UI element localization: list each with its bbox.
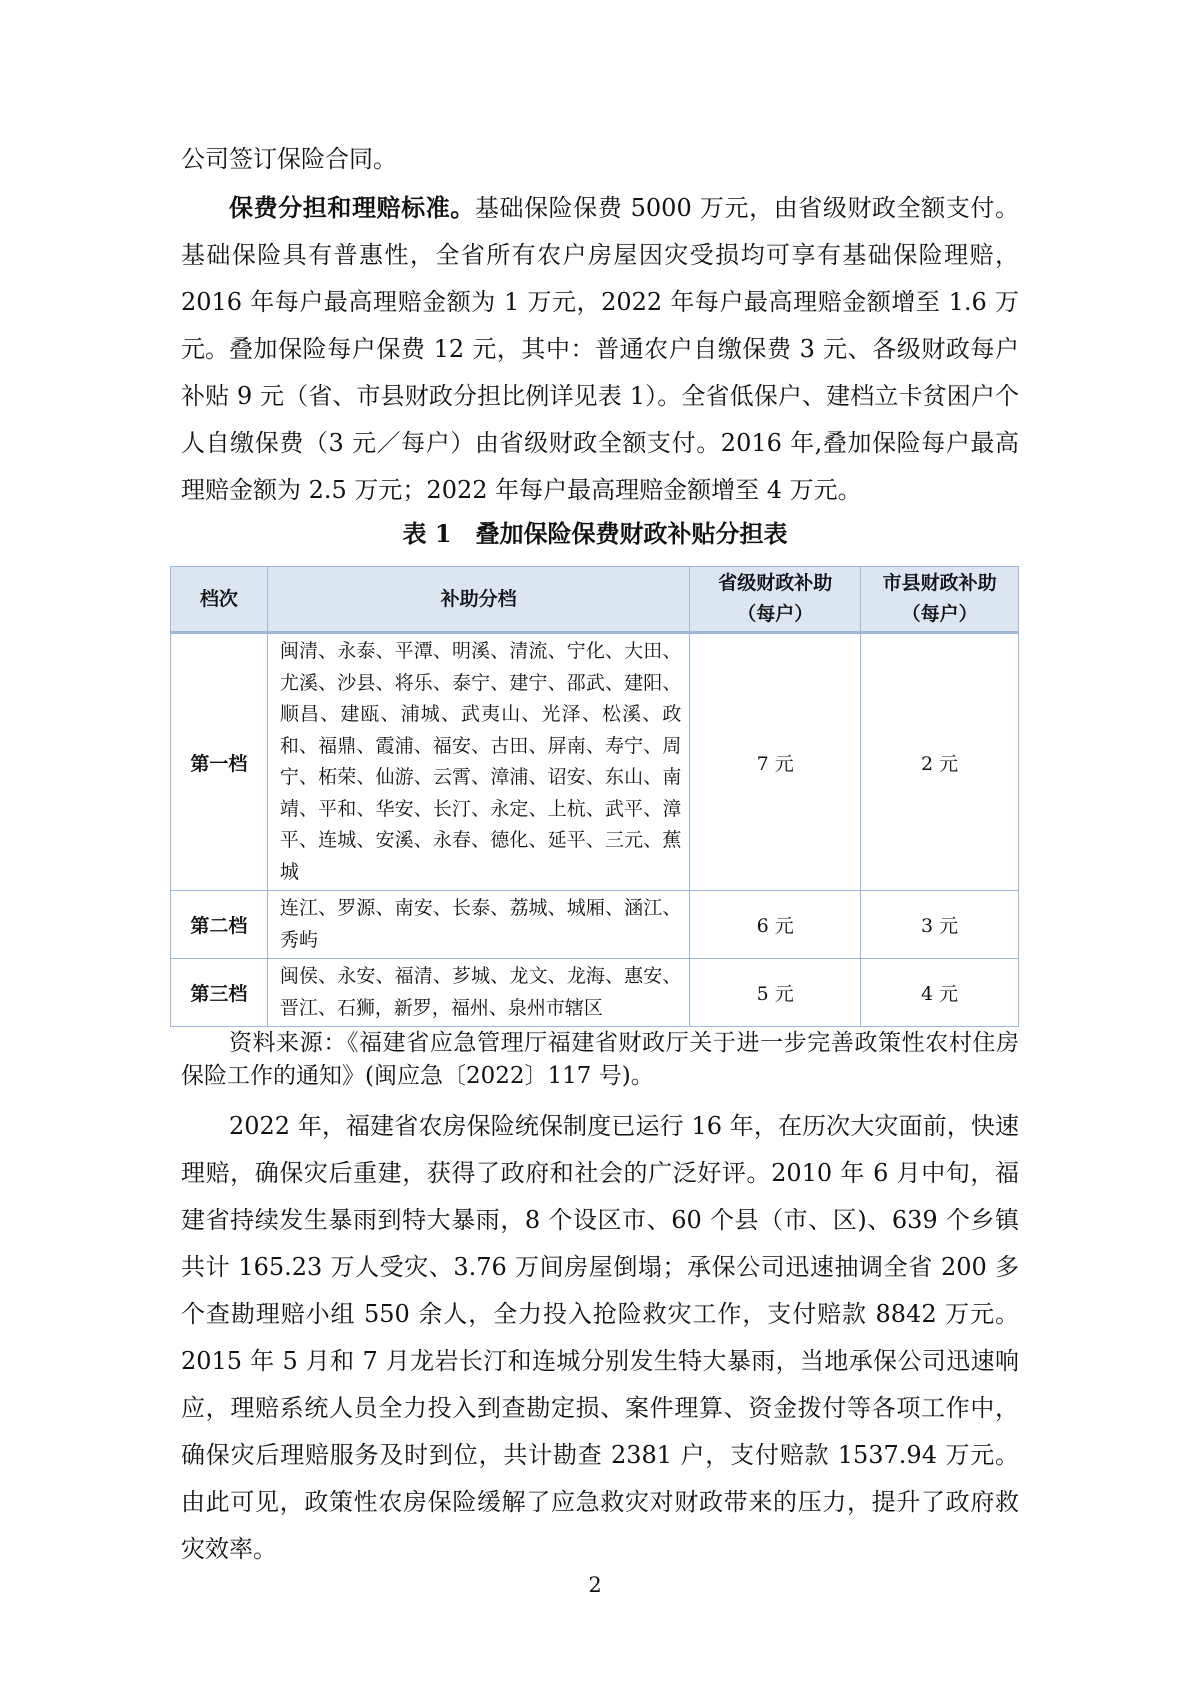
page-number: 2 <box>588 1573 602 1597</box>
paragraph-contract: 公司签订保险合同。 <box>181 145 397 173</box>
header-provincial <box>690 567 861 633</box>
table-row <box>171 891 1019 959</box>
areas-cell: 闽清、永泰、平潭、明溪、清流、宁化、大田、尤溪、沙县、将乐、泰宁、建宁、邵武、建阳、顺昌、建瓯、浦城、武夷山、光泽、松溪、政和、福鼎、霞浦、福安、古田、屏南、寿宁、周宁、柘荣、仙游、云霄、漳浦、诏安、东山、南靖、平和、华安、长汀、永定、上杭、武平、漳平、连城、安溪、永春、德化、延平、三元、蕉城 <box>267 633 689 891</box>
tier-cell: 第三档 <box>171 959 268 1027</box>
table-row <box>171 959 1019 1027</box>
header-areas: 补助分档 <box>267 567 689 633</box>
table-title: 表 1 叠加保险保费财政补贴分担表 <box>402 519 788 548</box>
areas-cell: 闽侯、永安、福清、芗城、龙文、龙海、惠安、晋江、石狮，新罗，福州、泉州市辖区 <box>267 959 689 1027</box>
header-provincial-line2: （每户） <box>737 603 814 625</box>
header-county-line2: （每户） <box>901 603 978 625</box>
tier-cell: 第二档 <box>171 891 268 959</box>
paragraph-claims-history: 2022 年，福建省农房保险统保制度已运行 16 年，在历次大灾面前，快速理赔，确保灾后重建，获得了政府和社会的广泛好评。2010 年 6 月中旬，福建省持续发生暴雨到特大暴雨，8 个设区市、60 个县（市、区)、639 个乡镇共计 165.23 万人受灾、3.76 万间房屋倒塌；承保公司迅速抽调全省 200 多个查勘理赔小组 550 余人，全力投入抢险救灾工作，支付赔款 8842 万元。2015 年 5 月和 7 月龙岩长汀和连城分别发生特大暴雨，当地承保公司迅速响应，理赔系统人员全力投入到查勘定损、案件理算、资金拨付等各项工作中，确保灾后理赔服务及时到位，共计勘查 2381 户，支付赔款 1537.94 万元。由此可见，政策性农房保险缓解了应急救灾对财政带来的压力，提升了政府救灾效率。 <box>181 1112 1019 1563</box>
areas-cell: 连江、罗源、南安、长泰、荔城、城厢、涵江、秀屿 <box>267 891 689 959</box>
paragraph-extra-insurance: 叠加保险每户保费 12 元，其中：普通农户自缴保费 3 元、各级财政每户补贴 9 元（省、市县财政分担比例详见表 1）。全省低保户、建档立卡贫困户个人自缴保费（3 元／每户）由省级财政全额支付。2016 年,叠加保险每户最高理赔金额为 2.5 万元；2022 年每户最高理赔金额增至 4 万元。 <box>181 335 1019 504</box>
provincial-cell: 6 元 <box>690 891 861 959</box>
header-county-line1: 市县财政补助 <box>882 572 997 594</box>
table-source-note: 资料来源：《福建省应急管理厅福建省财政厅关于进一步完善政策性农村住房保险工作的通知》(闽应急〔2022〕117 号)。 <box>181 1030 1019 1089</box>
paragraph-heading: 保费分担和理赔标准。 <box>229 193 475 222</box>
provincial-cell: 5 元 <box>690 959 861 1027</box>
provincial-cell: 7 元 <box>690 633 861 891</box>
table-header-row <box>171 567 1019 633</box>
tier-cell: 第一档 <box>171 633 268 891</box>
header-provincial-line1: 省级财政补助 <box>718 572 833 594</box>
header-tier: 档次 <box>171 567 268 633</box>
subsidy-table <box>170 566 1019 1027</box>
county-cell: 4 元 <box>861 959 1019 1027</box>
county-cell: 2 元 <box>861 633 1019 891</box>
table-row <box>171 633 1019 891</box>
paragraph-body: 基础保险保费 5000 万元，由省级财政全额支付。基础保险具有普惠性，全省所有农户房屋因灾受损均可享有基础保险理赔，2016 年每户最高理赔金额为 1 万元，2022 年每户最高理赔金额增至 1.6 万元。 <box>181 194 1019 363</box>
header-county <box>861 567 1019 633</box>
county-cell: 3 元 <box>861 891 1019 959</box>
